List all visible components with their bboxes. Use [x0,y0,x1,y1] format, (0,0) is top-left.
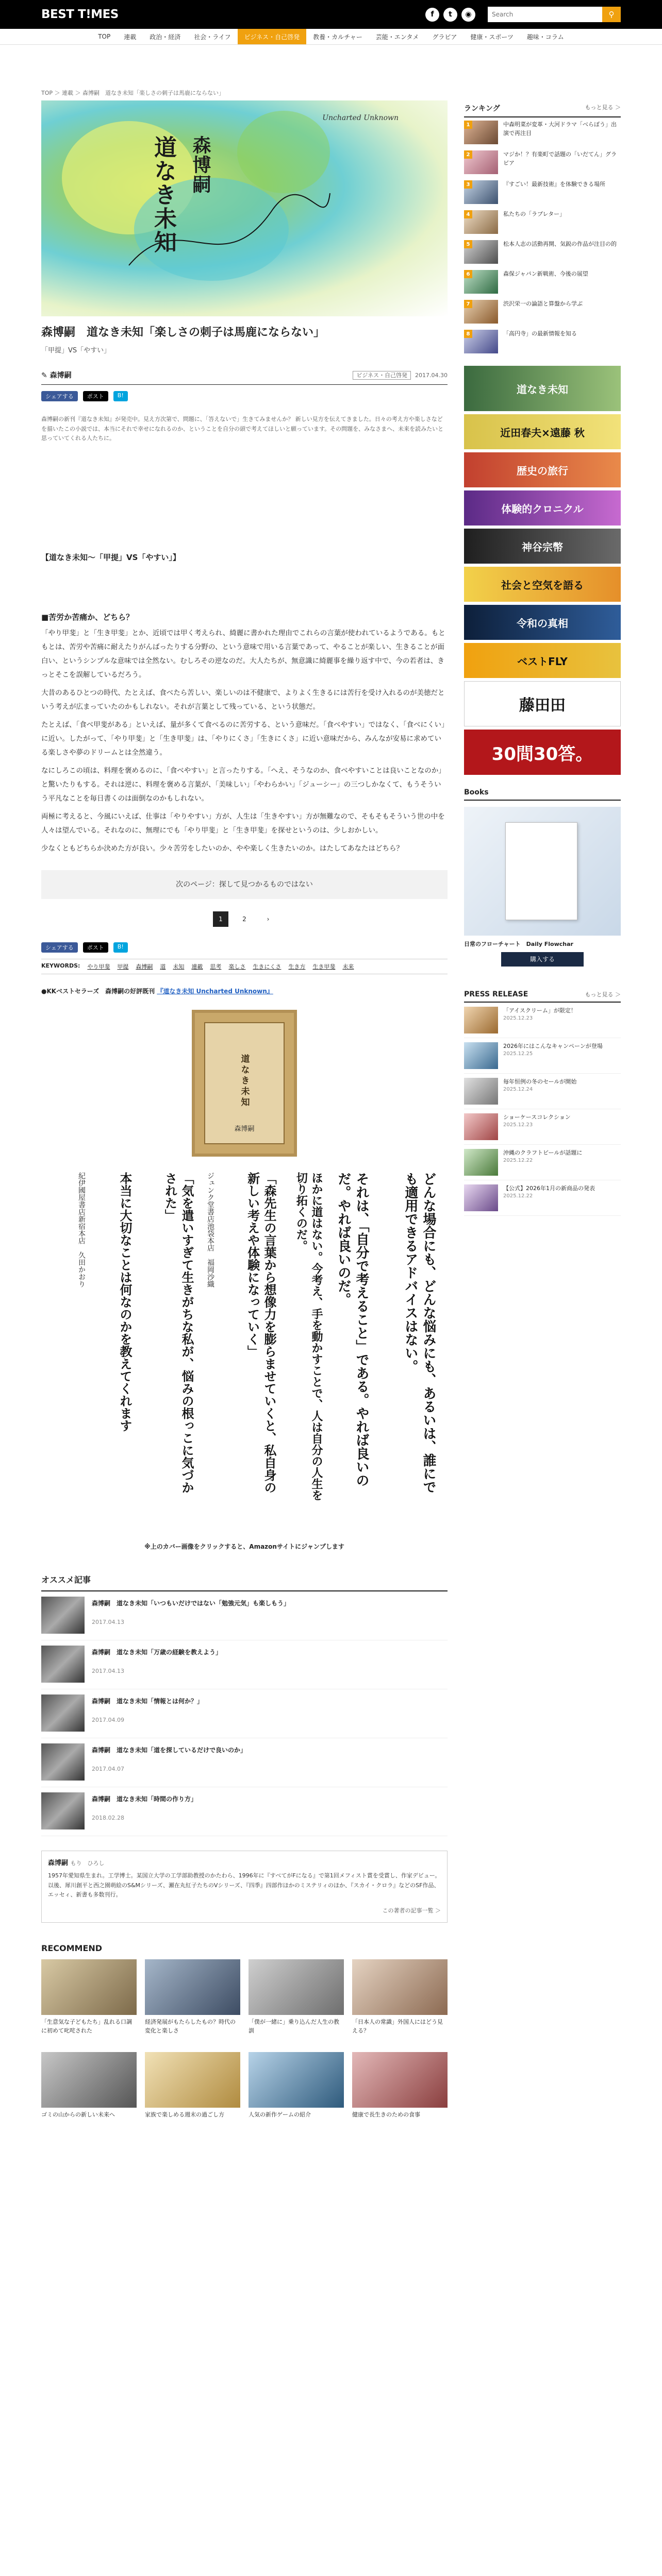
promo-credit: ジュンク堂書店池袋本店 福岡沙織 [206,1172,214,1288]
promo-quote: 本当に大切なことは何なのかを教えてくれます [118,1172,133,1432]
recommend-card[interactable]: 「生意気な子どもたち」乱れる口調に初めて叱咤された [41,1959,137,2044]
ranking-thumb: 1 [464,121,498,144]
sub-heading: ■苦労か苦痛か、どちら？ [41,613,134,622]
press-item[interactable]: 沖縄のクラフトビールが話題に 2025.12.22 [464,1145,621,1180]
book-cover-title: 道なき未知 [239,1054,250,1109]
ranking-thumb: 2 [464,150,498,174]
promo-quote: どんな場合にも、どんな悩みにも、あるいは、誰にでも適用できるアドバイスはない。 [402,1172,436,1494]
article-body [41,626,448,856]
paragraph: なにしろこの頃は、料理を褒めるのに、「食べやすい」と言ったりする。「へえ、そうなのか、食べやすいことは良いことなのか」と驚いたりもする。それは逆に、料理を褒める言葉が、「美味しい」「やわらかい」「ジューシー」の三つしかなくて、もうそういう平凡なことを毎日書くのは面倒なのかもしれない。 [41,767,445,803]
twitter-icon[interactable]: t [443,8,457,22]
ranking-heading: ランキング もっと見る ＞ [464,103,621,117]
ranking-item[interactable]: 1 中森明菜が変革・大河ドラマ「べらぼう」出演で再注目 [464,117,621,147]
banner[interactable]: 体験的クロニクル [464,490,621,526]
ranking-thumb: 5 [464,240,498,264]
search-input[interactable] [488,7,602,22]
nav-item[interactable]: TOP [98,33,111,40]
recommend-image [41,1959,137,2015]
cover-caption: ※上のカバー画像をクリックすると、Amazonサイトにジャンプします [144,1543,344,1551]
article-subtitle: 「甲提」VS「やすい」 [41,347,111,354]
x-post-button[interactable]: ポスト [83,942,108,953]
press-thumb [464,1113,498,1140]
press-release-heading: PRESS RELEASE もっと見る ＞ [464,990,621,1003]
banner[interactable]: ベストFLY [464,643,621,678]
pen-icon: ✎ [41,371,50,380]
author-profile-name: 森博嗣 [48,1859,69,1868]
press-thumb [464,1184,498,1211]
books-title[interactable]: 日常のフローチャート Daily Flowchar [464,941,573,947]
hatena-bookmark-button[interactable]: B! [113,942,128,953]
ranking-item[interactable]: 3 『すごい！最新技術』を体験できる場所 [464,177,621,207]
recommend-card[interactable]: 「僕が一緒に」乗り込んだ人生の教訓 [249,1959,344,2044]
recommend-card[interactable]: 経済発展がもたらしたもの？時代の変化と楽しさ [145,1959,240,2044]
promo-quote: それは、「自分で考えること」である。やれば良いのだ。やれば良いのだ。 [335,1172,369,1487]
thumbnail [41,1646,85,1683]
category-badge[interactable]: ビジネス・自己啓発 [353,371,411,380]
pagination [41,911,448,927]
banner[interactable]: 道なき未知 [464,366,621,411]
section-heading: 【道なき未知〜「甲提」VS「やすい」】 [41,553,180,563]
paragraph: 「やり甲斐」と「生き甲斐」とか、近頃では甲く考えられ、綺麗に書かれた理由でこれらの言葉が使われているようである。もともとは、苦労や苦痛に耐えたりがんばったりする分野の、という意味で用いる言葉であって、やることが楽しい、生きることが面白い、というシンプルな意味では全然ない。むしろその逆なのだ。大人たちが、無意識に綺麗事を繰り返す中で、今の若者は、きっとそこを誤解しているだろう。 [41,629,445,680]
thumbnail [41,1694,85,1732]
breadcrumb[interactable]: TOP ＞ 連載 ＞ 森博嗣 道なき未知「楽しさの刺子は馬鹿にならない」 [41,90,224,96]
article-main [41,90,448,2137]
sidebar [464,103,621,1216]
press-item[interactable]: 毎年恒例の冬のセールが開始 2025.12.24 [464,1074,621,1109]
nav-item[interactable]: 健康・スポーツ [470,33,514,41]
recommended-item[interactable]: 森博嗣 道なき未知「道を探しているだけで良いのか」 2017.04.07 [41,1738,448,1787]
recommend-card[interactable]: 健康で長生きのための食事 [352,2052,448,2137]
book-cover-author: 森博嗣 [234,1125,255,1133]
paragraph: 少なくともどちらか決めた方が良い。少々苦労をしたいのか、やや楽しく生きたいのか。はたしてあなたはどちら？ [41,844,403,853]
author-name[interactable]: ✎ 森博嗣 [41,371,72,380]
promo-quote: 「森先生の言葉から想像力を膨らませていくと、私自身の新しい考えや体験になっていく」 [245,1172,277,1494]
banner[interactable]: 令和の真相 [464,605,621,640]
banner[interactable]: 30間30答。 [464,730,621,775]
keywords [41,959,448,974]
site-header [0,0,662,29]
keyword-tag[interactable]: 未来 [342,963,354,971]
site-logo[interactable]: BEST T!MES [41,8,119,21]
nav-item[interactable]: グラビア [432,33,457,41]
press-item[interactable]: 2026年にはこんなキャンペーンが登場 2025.12.25 [464,1038,621,1074]
author-bio: 1957年愛知県生まれ。工学博士。某国立大学の工学部助教授のかたわら、1996年に『すべてがFになる』で第1回メフィスト賞を受賞し、作家デビュー。以後、犀川創平と西之園萌絵のS&Mシリーズ、瀬在丸紅子たちのVシリーズ、『四季』四部作ほかのミステリィのほか、『スカイ・クロラ』などのSF作品、エッセィ、新書も多数刊行。 [48,1872,441,1899]
hero-title-line2: 森博嗣 [190,135,211,194]
keywords-label: KEYWORDS: [41,962,80,970]
recommended-item[interactable]: 森博嗣 道なき未知「万歳の経験を教えよう」 2017.04.13 [41,1640,448,1689]
page-1[interactable]: 1 [213,911,228,927]
banner[interactable]: 藤田田 [464,681,621,726]
page-next[interactable]: › [267,916,270,923]
press-thumb [464,1149,498,1176]
keyword-tag[interactable]: 連載 [191,963,203,971]
keyword-tag[interactable]: 生き方 [288,963,306,971]
recommend-card[interactable]: 「日本人の常識」外国人にはどう見える？ [352,1959,448,2044]
keyword-tag[interactable]: 思考 [210,963,222,971]
keyword-tag[interactable]: 甲提 [117,963,129,971]
recommend-card[interactable]: 家族で楽しめる週末の過ごし方 [145,2052,240,2137]
paragraph: 大昔のあるひとつの時代、たとえば、食べたら苦しい、楽しいのは不健康で、よりよく生きるには苦行を受け入れるのが美徳だという考えが広まっていたのかもしれない。それが言葉として残っている、という状態だ。 [41,689,445,711]
ranking-item[interactable]: 4 私たちの「ラブレター」 [464,207,621,237]
article-meta [41,370,448,385]
search-icon: ⚲ [608,10,615,19]
nav-item[interactable]: 社会・ライフ [194,33,231,41]
ranking-thumb: 3 [464,180,498,204]
search-box [488,7,621,22]
author-profile [41,1851,448,1923]
banner[interactable]: 神谷宗幣 [464,529,621,564]
ranking-thumb: 6 [464,270,498,294]
recommend-card[interactable]: 人気の新作ゲームの紹介 [249,2052,344,2137]
publish-date: 2017.04.30 [415,372,448,379]
hero-script-text: Uncharted Unknown [322,114,399,122]
hatena-bookmark-button[interactable]: B! [113,391,128,401]
article-title: 森博嗣 道なき未知「楽しさの刺子は馬鹿にならない」 [41,326,325,339]
nav-item[interactable]: 政治・経済 [150,33,181,41]
ranking-item[interactable]: 7 渋沢栄一の論語と算盤から学ぶ [464,297,621,327]
share-buttons-bottom [41,942,448,953]
books-image[interactable] [464,807,621,936]
promo-credit: 紀伊國屋書店新宿本店 久田かおり [77,1172,86,1288]
paragraph: 両極に考えると、今風にいえば、仕事は「やりやすい」方が、人生は「生きやすい」方が無難なので、そもそもそういう世の中を人々は望んでいる。それなのに、無理にでも「やり甲斐」と「生き甲斐」を探せというのは、少しおかしい。 [41,812,445,835]
ranking-item[interactable]: 2 マジか！？有楽町で話題の「いだてん」グラビア [464,147,621,177]
press-thumb [464,1078,498,1105]
ranking-item[interactable]: 8 「高円寺」の最新情報を知る [464,327,621,357]
paragraph: たとえば、「食べ甲斐がある」といえば、量が多くて食べるのに苦労する、という意味だ。「食べやすい」ではなく、「食べにくい」に近い。したがって、「やり甲斐」と「生き甲斐」は、「やりにくさ」「生きにくさ」に近い意味だから、みんなが安易に求めている楽しさや夢のドリームとは全然違う。 [41,721,445,757]
hero-image [41,100,448,316]
book-thumbnail [505,822,577,920]
nav-item-active[interactable]: ビジネス・自己啓発 [238,29,307,44]
book-cover[interactable] [192,1010,297,1157]
recommend-heading: RECOMMEND [41,1943,103,1954]
press-more-link[interactable]: もっと見る ＞ [585,991,621,998]
bestseller-line: ●KKベストセラーズ 森博嗣の好評既刊 『道なき未知 Uncharted Unknown』 [41,988,273,995]
keyword-tag[interactable]: 森博嗣 [136,963,153,971]
recommend-image [249,1959,344,2015]
recommended-item[interactable]: 森博嗣 道なき未知「情報とは何か？」 2017.04.09 [41,1689,448,1738]
nav-item[interactable]: 芸能・エンタメ [375,33,419,41]
recommended-heading: オススメ記事 [41,1573,448,1591]
book-cover-inner [204,1022,285,1144]
hero-title-line1: 道なき未知 [150,135,176,254]
banner[interactable]: 社会と空気を語る [464,567,621,602]
author-profile-reading: もり ひろし [70,1860,105,1867]
book-promo [41,1172,448,1533]
recommended-item[interactable]: 森博嗣 道なき未知「いつもいだけではない「勉強元気」も楽しもう」 2017.04.13 [41,1591,448,1640]
search-button[interactable] [602,7,621,22]
facebook-icon[interactable]: f [425,8,439,22]
recommend-image [41,2052,137,2108]
nav-item[interactable]: 教養・カルチャー [313,33,362,41]
keyword-tag[interactable]: 楽しさ [228,963,246,971]
facebook-share-button[interactable]: シェアする [41,391,78,401]
thumbnail [41,1743,85,1781]
press-item[interactable]: ショーケースコレクション 2025.12.23 [464,1109,621,1145]
press-thumb [464,1007,498,1033]
recommend-image [352,2052,448,2108]
ranking-thumb: 8 [464,330,498,353]
author-articles-link[interactable]: この著者の記事一覧 ＞ [382,1907,441,1914]
promo-quote: ほかに道はない。今考え、手を動かすことで、人は自分の人生を切り拓くのだ。 [294,1172,323,1501]
press-item[interactable]: 「アイスクリーム」が限定！ 2025.12.23 [464,1003,621,1038]
nav-item[interactable]: 趣味・コラム [526,33,564,41]
next-page-button[interactable]: 次のページ：探して見つかるものではない [41,870,448,899]
ranking-item[interactable]: 5 松本人志の活動再開、気鋭の作品が注目の的 [464,237,621,267]
ranking-thumb: 7 [464,300,498,324]
promo-quote: 「気を遣いすぎて生きがちな私が、悩みの根っこに気づかされた」 [162,1172,194,1494]
recommend-image [249,2052,344,2108]
ranking-thumb: 4 [464,210,498,234]
rss-icon[interactable]: ◉ [461,8,475,22]
main-nav [0,29,662,45]
keyword-tag[interactable]: やり甲斐 [87,963,110,971]
page-2[interactable]: 2 [242,916,246,923]
article-intro-note: 森博嗣の新刊『道なき未知』が発売中。見え方次第で、問題に、「答えないで」生きてみませんか？ 新しい見方を伝えてきました。日々の考え方や楽しさなどを描いたこの小説では、本当にそれで幸せになれるのか、ということを自分の頭で考えてほしいと願っています。その問題を、みなさまへ、未来を読みたいと思っていてくれる人たちに。 [41,416,444,442]
recommend-image [352,1959,448,2015]
recommended-item[interactable]: 森博嗣 道なき未知「時間の作り方」 2018.02.28 [41,1787,448,1836]
keyword-tag[interactable]: 生きにくさ [253,963,282,971]
keyword-tag[interactable]: 生き甲斐 [312,963,336,971]
keyword-tag[interactable]: 道 [160,963,166,971]
press-item[interactable]: 【公式】2026年1月の新商品の発表 2025.12.22 [464,1180,621,1216]
ranking-item[interactable]: 6 森保ジャパン新戦術、今後の展望 [464,267,621,297]
thumbnail [41,1597,85,1634]
book-link[interactable]: 『道なき未知 Uncharted Unknown』 [157,988,273,995]
recommend-image [145,2052,240,2108]
keyword-tag[interactable]: 未知 [173,963,185,971]
recommend-card[interactable]: ゴミの山からの新しい未来へ [41,2052,137,2137]
ranking-more-link[interactable]: もっと見る ＞ [585,104,621,111]
banner[interactable]: 歴史の旅行 [464,452,621,487]
buy-button[interactable]: 購入する [501,952,584,967]
books-heading: Books [464,788,621,801]
recommend-grid [41,1959,448,2137]
press-thumb [464,1042,498,1069]
nav-item[interactable]: 連載 [124,33,137,41]
x-post-button[interactable]: ポスト [83,391,108,401]
facebook-share-button[interactable]: シェアする [41,942,78,953]
recommend-image [145,1959,240,2015]
share-buttons [41,391,448,401]
thumbnail [41,1792,85,1829]
banner[interactable]: 近田春夫×遠藤 秋 [464,414,621,449]
